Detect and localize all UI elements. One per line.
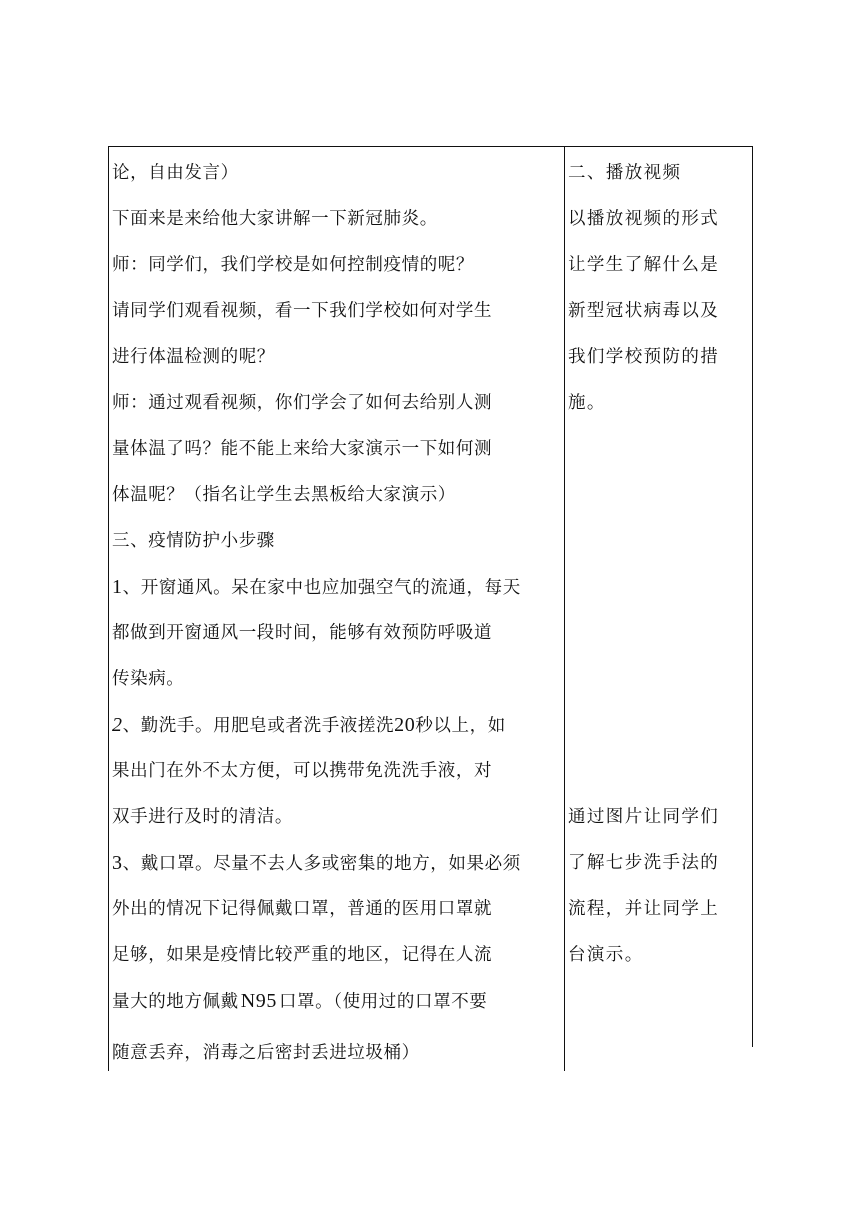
note-line: 新型冠状病毒以及 [568,301,720,321]
note-line: 以播放视频的形式 [568,209,720,229]
text-line: 足够，如果是疫情比较严重的地区，记得在人流 [112,945,493,965]
step-2-text: 、勤洗手。用肥皂或者洗手液搓洗 [122,716,395,736]
text-line: 论，自由发言） [112,163,239,183]
mask-text-start: 量大的地方佩戴 [112,992,239,1012]
section-heading: 三、疫情防护小步骤 [112,531,275,551]
text-line: 师：通过观看视频，你们学会了如何去给别人测 [112,393,493,413]
mask-line [112,989,487,1014]
text-line: 果出门在外不太方便，可以携带免洗洗手液，对 [112,761,493,781]
step-2-line [112,713,506,738]
note-line: 流程，并让同学上 [568,899,720,919]
seconds-value: 20 [394,714,416,736]
text-line: 请同学们观看视频，看一下我们学校如何对学生 [112,301,493,321]
text-line: 下面来是来给他大家讲解一下新冠肺炎。 [112,209,438,229]
text-line: 随意丢弃，消毒之后密封丢进垃圾桶） [112,1043,420,1063]
lesson-table [108,146,753,1071]
table-right-border [752,147,753,1047]
step-1-text: 、开窗通风。呆在家中也应加强空气的流通，每天 [122,578,521,598]
notes-heading: 二、播放视频 [568,163,682,183]
step-3-text: 、戴口罩。尽量不去人多或密集的地方，如果必须 [122,854,521,874]
step-number: 3 [112,852,123,874]
mask-text-end: 口罩。（使用过的口罩不要 [278,992,488,1012]
note-line: 我们学校预防的措 [568,347,720,367]
note-line: 让学生了解什么是 [568,255,720,275]
note-line: 了解七步洗手法的 [568,853,720,873]
text-line: 师：同学们，我们学校是如何控制疫情的呢？ [112,255,474,275]
table-left-border [108,147,109,1071]
step-number: 2 [112,714,123,736]
step-1-line [112,575,521,600]
text-line: 双手进行及时的清洁。 [112,807,293,827]
text-line: 传染病。 [112,669,185,689]
note-line: 通过图片让同学们 [568,807,720,827]
text-line: 进行体温检测的呢？ [112,347,275,367]
table-column-divider [564,147,565,1071]
text-line: 外出的情况下记得佩戴口罩，普通的医用口罩就 [112,899,493,919]
note-line: 施。 [568,393,606,413]
step-number: 1 [112,576,123,598]
step-2-text-end: 秒以上，如 [415,716,506,736]
text-line: 都做到开窗通风一段时间，能够有效预防呼吸道 [112,623,493,643]
text-line: 量体温了吗？能不能上来给大家演示一下如何测 [112,439,493,459]
step-3-line [112,851,521,876]
text-line: 体温呢？（指名让学生去黑板给大家演示） [112,485,456,505]
note-line: 台演示。 [568,945,644,965]
mask-type: N95 [240,990,277,1012]
